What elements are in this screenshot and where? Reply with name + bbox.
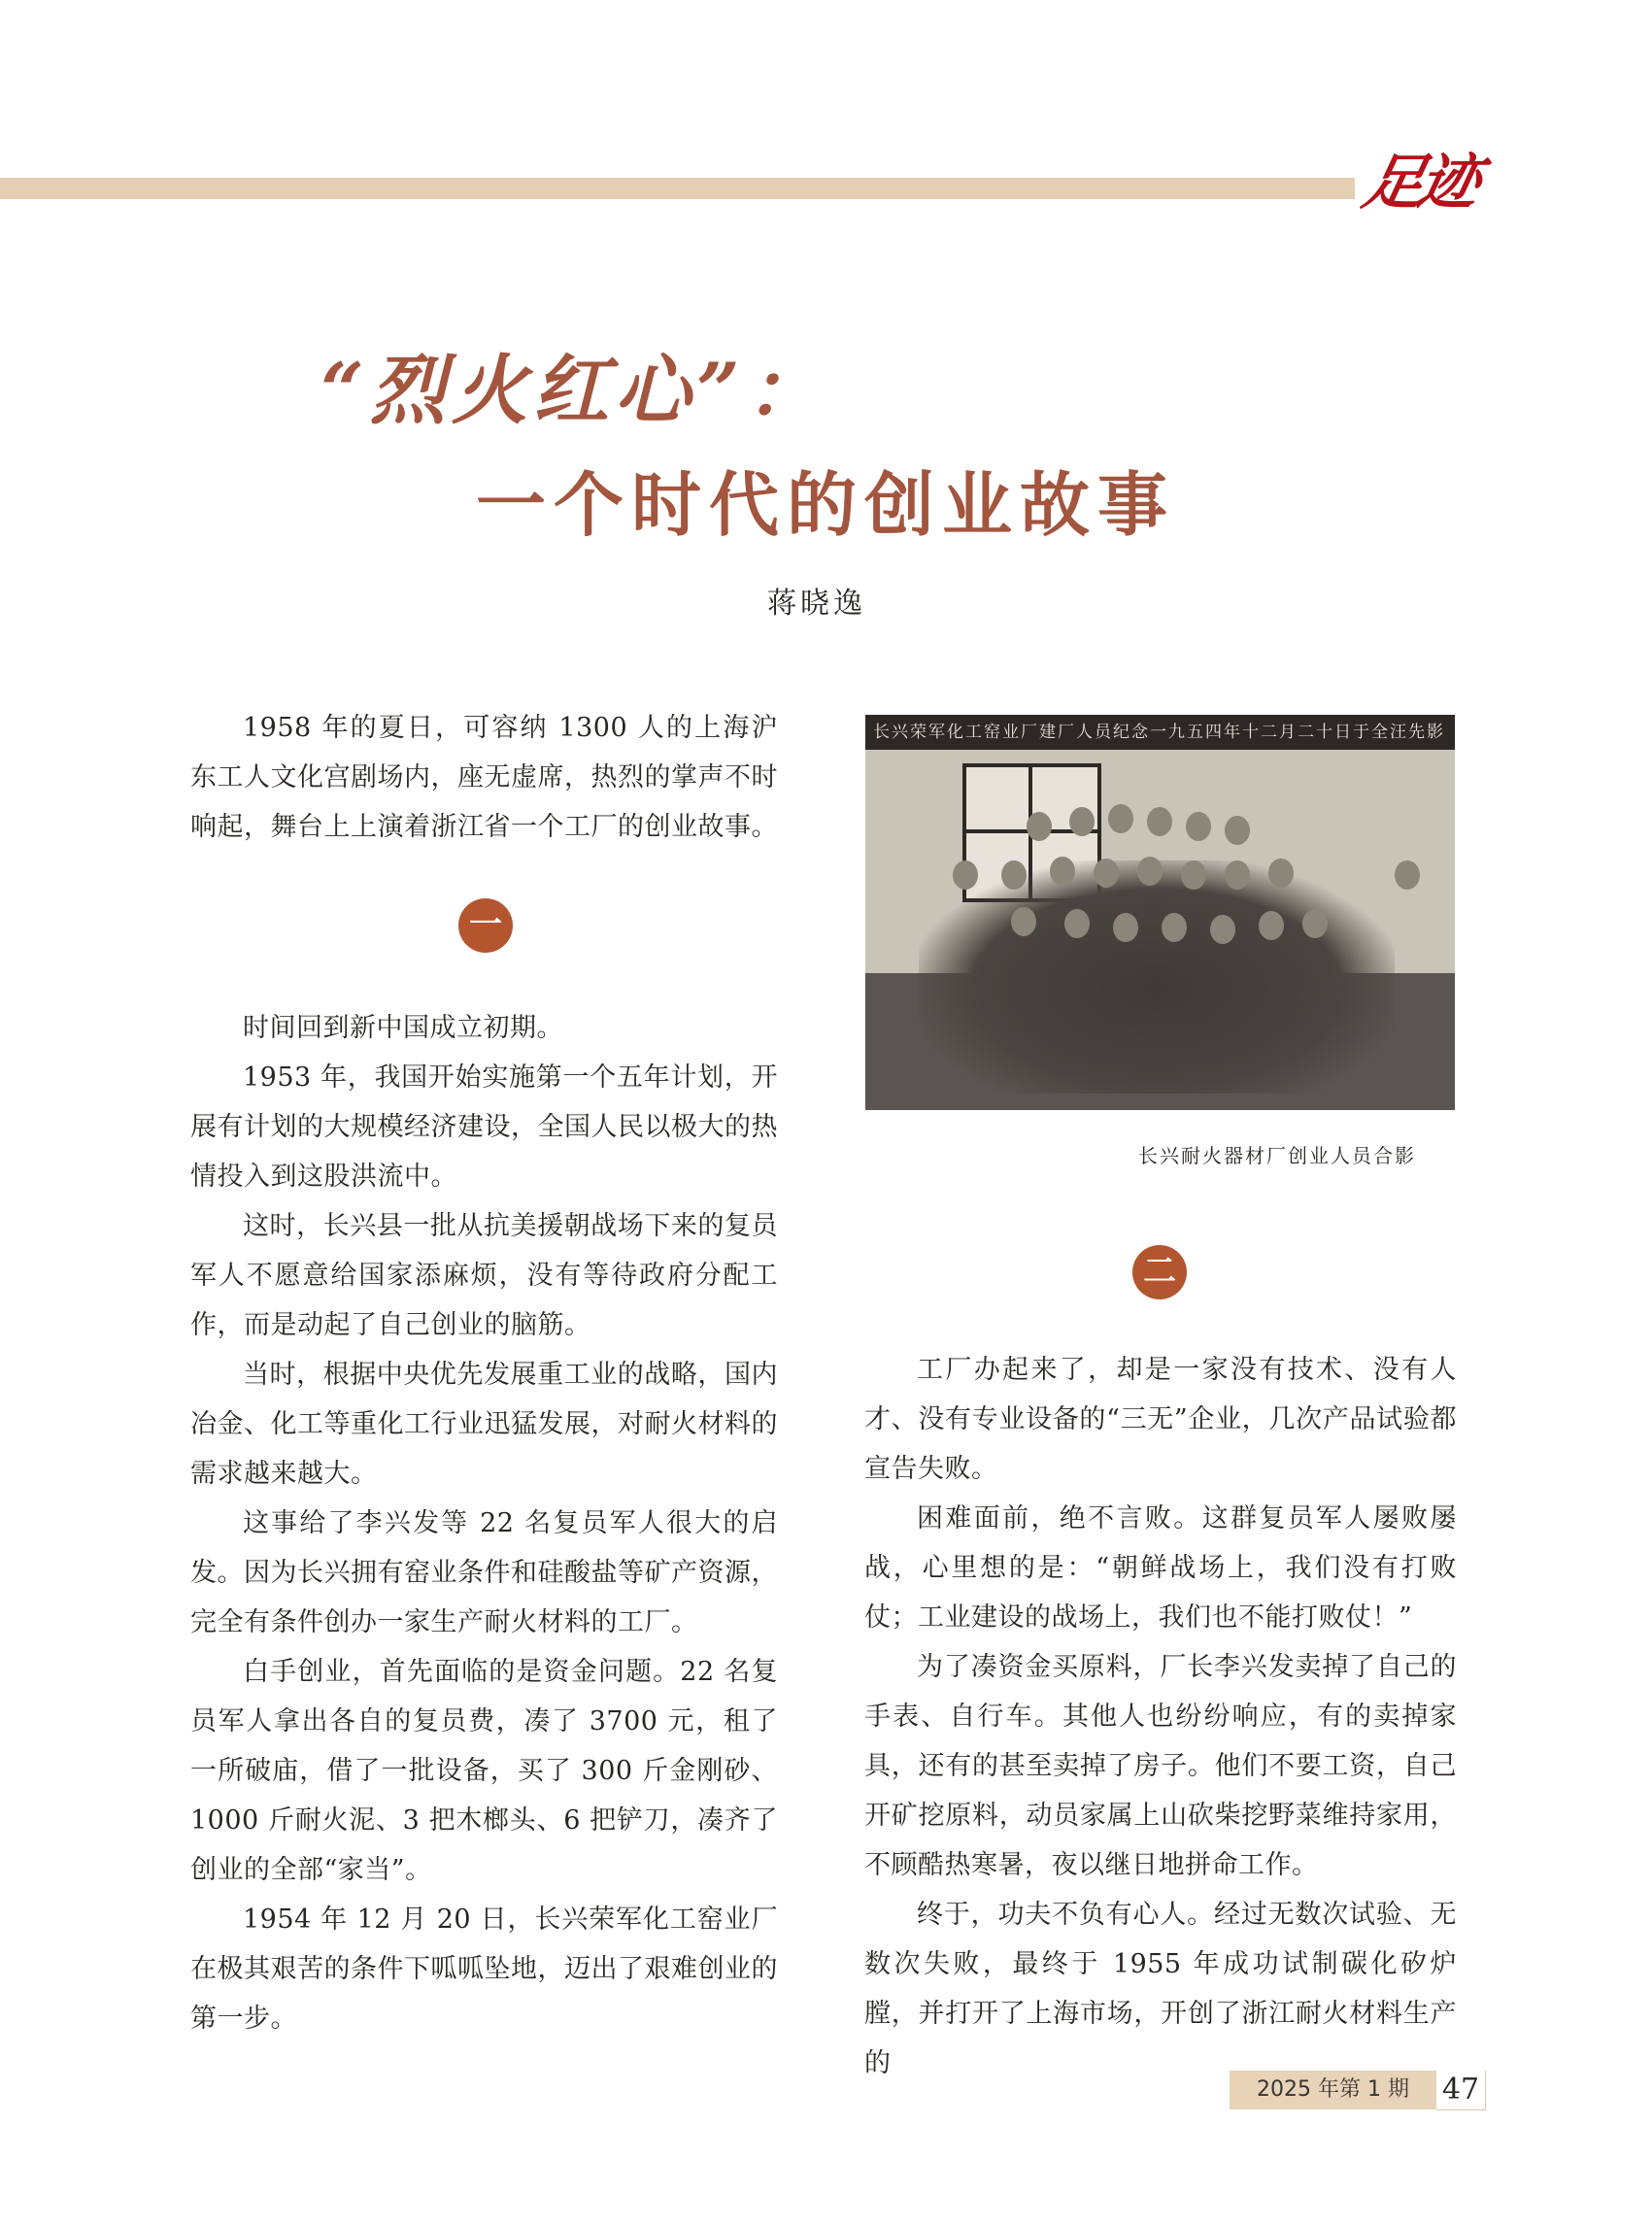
- photo-person: [1069, 807, 1095, 836]
- issue-label: 2025 年第 1 期: [1230, 2071, 1436, 2109]
- body-paragraph: 1953 年，我国开始实施第一个五年计划，开展有计划的大规模经济建设，全国人民以极大的热情投入到这股洪流中。: [190, 1062, 778, 1192]
- photo-banner-text: 长兴荣军化工窑业厂建厂人员纪念一九五四年十二月二十日于全汪先影: [865, 715, 1455, 750]
- photo-person: [1064, 909, 1090, 938]
- photo-person: [1050, 857, 1075, 886]
- photo-caption: 长兴耐火器材厂创业人员合影: [1138, 1144, 1416, 1167]
- photo-person: [1225, 816, 1250, 845]
- body-paragraph: 1954 年 12 月 20 日，长兴荣军化工窑业厂在极其艰苦的条件下呱呱坠地，迈出了艰难创业的第一步。: [190, 1905, 778, 2034]
- body-paragraph: 当时，根据中央优先发展重工业的战略，国内冶金、化工等重化工行业迅猛发展，对耐火材料的需求越来越大。: [190, 1360, 778, 1489]
- photo-person: [1225, 860, 1250, 890]
- photo-person: [1181, 860, 1206, 890]
- body-paragraph: 为了凑资金买原料，厂长李兴发卖掉了自己的手表、自行车。其他人也纷纷响应，有的卖掉家具，还有的甚至卖掉了房子。他们不要工资，自己开矿挖原料，动员家属上山砍柴挖野菜维持家用，不顾酷热寒暑，夜以继日地拼命工作。: [864, 1652, 1457, 1880]
- photo-person: [1268, 859, 1294, 888]
- body-paragraph: 这事给了李兴发等 22 名复员军人很大的启发。因为长兴拥有窑业条件和硅酸盐等矿产资源，完全有条件创办一家生产耐火材料的工厂。: [190, 1508, 778, 1637]
- section-logo: 足迹: [1357, 147, 1481, 218]
- photo-person: [1162, 913, 1187, 942]
- group-photo: [865, 715, 1455, 1110]
- photo-person: [1259, 911, 1284, 940]
- photo-person: [1147, 807, 1172, 836]
- photo-person: [1094, 859, 1119, 888]
- photo-person: [1027, 812, 1052, 841]
- body-paragraph: 终于，功夫不负有心人。经过无数次试验、无数次失败，最终于 1955 年成功试制碳化矽炉膛，并打开了上海市场，开创了浙江耐火材料生产的: [864, 1900, 1457, 2078]
- body-paragraph: 时间回到新中国成立初期。: [243, 1013, 563, 1043]
- photo-person: [1001, 860, 1027, 890]
- photo-person: [1011, 907, 1036, 936]
- section1-column: [190, 1003, 778, 2043]
- article-title-line2: 一个时代的创业故事: [476, 464, 1176, 546]
- photo-person: [1108, 804, 1133, 833]
- photo-person: [1113, 913, 1138, 942]
- body-paragraph: 这时，长兴县一批从抗美援朝战场下来的复员军人不愿意给国家添麻烦，没有等待政府分配工作，而是动起了自己创业的脑筋。: [190, 1211, 778, 1340]
- section2-column: [864, 1345, 1457, 2088]
- intro-paragraph: 1958 年的夏日，可容纳 1300 人的上海沪东工人文化宫剧场内，座无虚席，热烈的掌声不时响起，舞台上上演着浙江省一个工厂的创业故事。: [190, 713, 778, 842]
- body-paragraph: 困难面前，绝不言败。这群复员军人屡败屡战，心里想的是：“朝鲜战场上，我们没有打败仗；工业建设的战场上，我们也不能打败仗！”: [864, 1503, 1457, 1633]
- header-rule: [0, 178, 1355, 199]
- article-title-line1: “烈火红心”：: [320, 347, 827, 435]
- photo-person: [1186, 812, 1211, 841]
- intro-column: [190, 703, 778, 852]
- photo-people-group: [919, 860, 1395, 1094]
- photo-person: [1210, 915, 1235, 944]
- article-author: 蒋晓逸: [767, 587, 866, 621]
- body-paragraph: 工厂办起来了，却是一家没有技术、没有人才、没有专业设备的“三无”企业，几次产品试验都宣告失败。: [864, 1355, 1457, 1484]
- section-badge-1: 一: [458, 898, 513, 953]
- photo-person: [1395, 860, 1420, 890]
- page-number: 47: [1436, 2071, 1486, 2110]
- photo-person: [1302, 909, 1328, 938]
- section-badge-2: 二: [1132, 1245, 1187, 1299]
- photo-person: [953, 860, 978, 890]
- body-paragraph: 白手创业，首先面临的是资金问题。22 名复员军人拿出各自的复员费，凑了 3700 元，租了一所破庙，借了一批设备，买了 300 斤金刚砂、1000 斤耐火泥、3 把木榔头、6 把铲刀，凑齐了创业的全部“家当”。: [190, 1657, 778, 1885]
- photo-person: [1137, 857, 1163, 886]
